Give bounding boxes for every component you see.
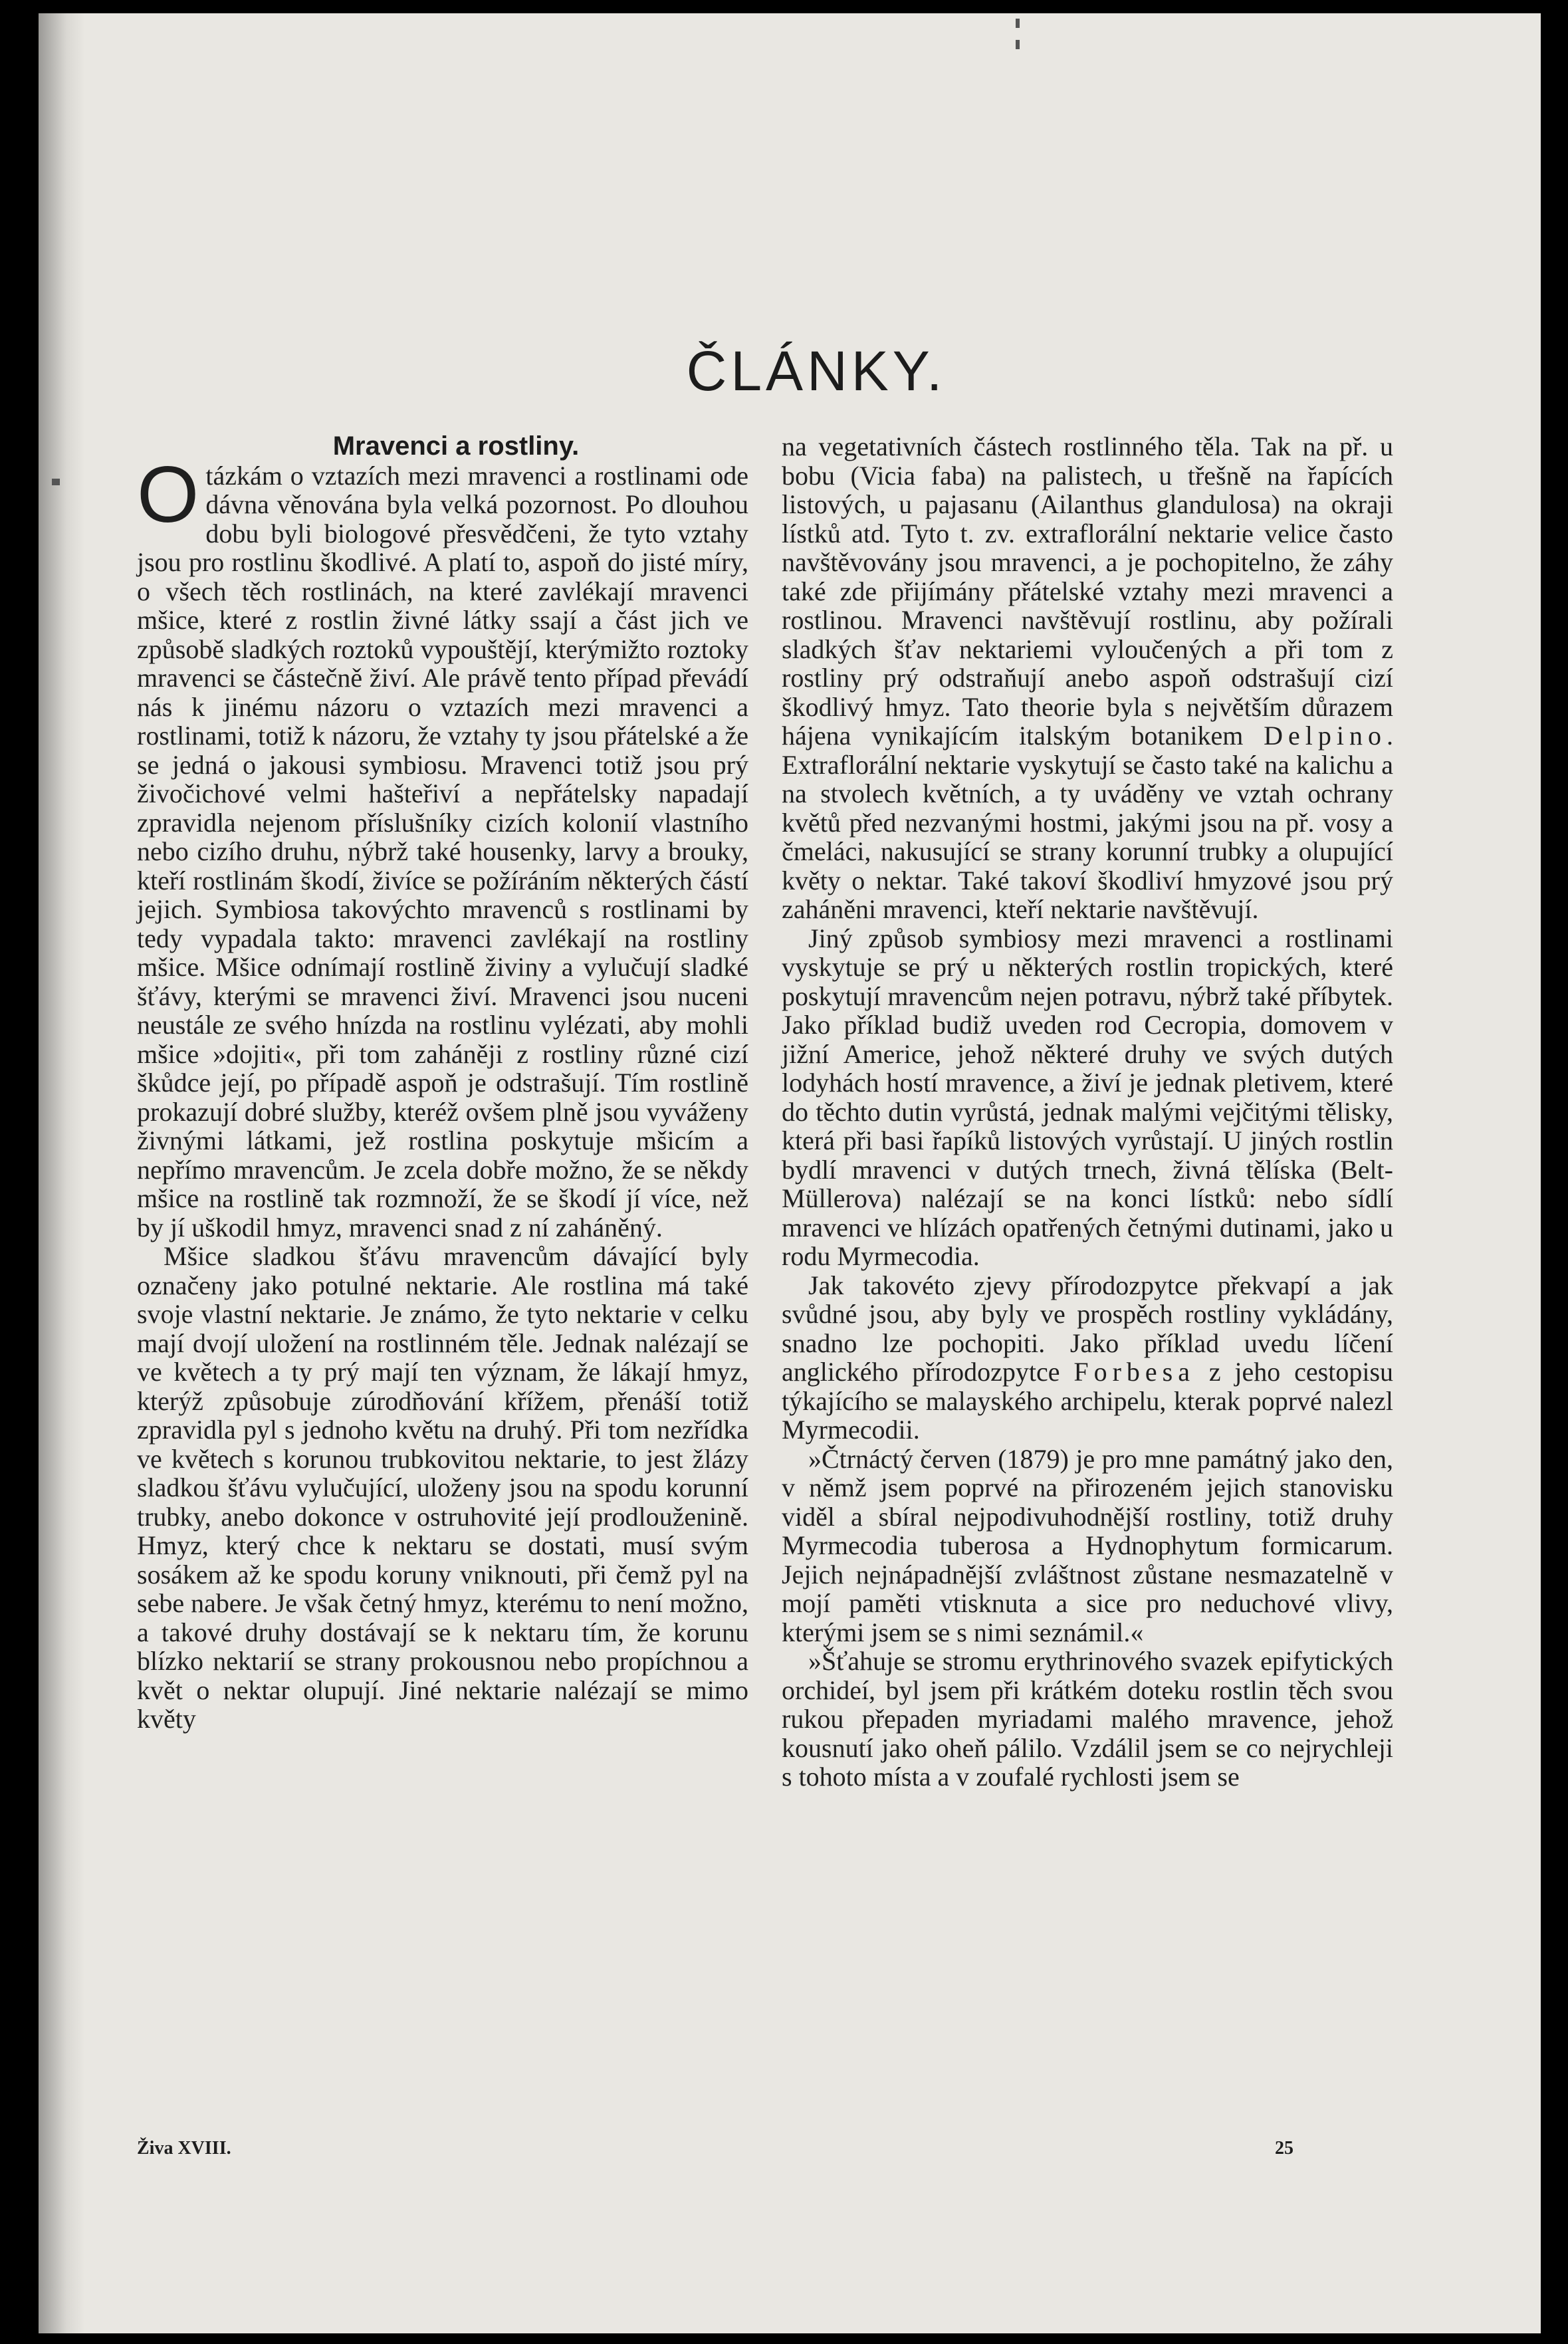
paragraph-5-text: Jak takovéto zjevy přírodozpytce překvapí a jak svůdné jsou, aby byly ve prospěch rostliny vykládány, snadno lze pochopiti. Jako příklad uvedu líčení anglického přírodozpytce bbox=[782, 1270, 1393, 1387]
paragraph-7: »Šťahuje se stromu erythrinového svazek epifytických orchideí, byl jsem při krátkém doteku rostlin těch svou rukou přepaden myriadami malého mravence, jehož kousnutí jako oheň pálilo. Vzdálil jsem se co nejrychleji s tohoto místa a v zoufalé rychlosti jsem se bbox=[782, 1646, 1393, 1792]
author-name-delpino: Delpino bbox=[1264, 721, 1387, 751]
paragraph-4: Jiný způsob symbiosy mezi mravenci a rostlinami vyskytuje se prý u některých rostlin tropických, které poskytují mravencům nejen potravu, nýbrž také příbytek. Jako příklad budiž uveden rod Cecropia, domovem v jižní Americe, jehož některé druhy ve svých dutých lodyhách hostí mravence, a živí je jednak pletivem, které do těchto dutin vyrůstá, jednak malými vejčitými tělisky, která při basi řapíků listových vyrůstají. U jiných rostlin bydlí mravenci v dutých trnech, živná tělíska (Belt-Müllerova) nalézají se na konci lístků: nebo sídlí mravenci ve hlízách opatřených četnými dutinami, jako u rodu Myrmecodia. bbox=[782, 923, 1393, 1271]
paragraph-1-text: tázkám o vztazích mezi mravenci a rostlinami ode dávna věnována byla velká pozornost. Po dlouhou dobu byli biologové přesvědčeni, že tyto vztahy jsou pro rostlinu škodlivé. A platí to, aspoň do jisté míry, o všech těch rostlinách, na které zavlékají mravenci mšice, které z rostlin živné látky ssají a část jich ve způsobě sladkých roztoků vypouštějí, kterýmižto roztoky mravenci se částečně živí. Ale právě tento případ převádí nás k jinému názoru o vztazích mezi mravenci a rostlinami, totiž k názoru, že vztahy ty jsou přátelské a že se jedná o jakousi symbiosu. Mravenci totiž jsou prý živočichové velmi hašteřiví a nepřátelsky napadají zpravidla nejenom příslušníky cizích kolonií vlastního nebo cizího druhu, nýbrž také housenky, larvy a brouky, kteří rostlinám škodí, živíce se požíráním některých částí jejich. Symbiosa takovýchto mravenců s rostlinami by tedy vypadala takto: mravenci zavlékají na rostliny mšice. Mšice odnímají rostlině živiny a vylučují sladké šťávy, kterými se mravenci živí. Mravenci jsou nuceni neustále ze svého hnízda na rostlinu vylézati, aby mohli mšice »dojiti«, při tom zaháněji z rostliny různé cizí škůdce její, po případě aspoň je odstrašují. Tím rostlině prokazují dobré služby, kteréž ovšem plně jsou vyváženy živnými látkami, jež rostlina poskytuje mšicím a nepřímo mravencům. Je zcela dobře možno, že se někdy mšice na rostlině tak rozmnoží, že se škodí jí více, než by jí uškodil hmyz, mravenci snad z ní zaháněný. bbox=[137, 460, 748, 1242]
section-heading: ČLÁNKY. bbox=[686, 340, 947, 402]
article-title: Mravenci a rostliny. bbox=[332, 431, 580, 461]
paragraph-2: Mšice sladkou šťávu mravencům dávající byly označeny jako potulné nektarie. Ale rostlina má také svoje vlastní nektarie. Je známo, že tyto nektarie v celku mají dvojí uložení na rostlinném těle. Jednak nalézají se ve květech a ty prý mají ten význam, že lákají hmyz, kterýž způsobuje zúrodňování křížem, přenáší totiž zpravidla pyl s jednoho květu na druhý. Při tom nezřídka ve květech s korunou trubkovitou nektarie, to jest žlázy sladkou šťávu vylučující, uloženy jsou na spodu korunní trubky, anebo dokonce v ostruhovité její prodlouženině. Hmyz, který chce k nektaru se dostati, musí svým sosákem až ke spodu koruny vniknouti, při čemž pyl na sebe nabere. Je však četný hmyz, kterému to není možno, a takové druhy dostávají se k nektaru tím, že korunu blízko nektarií se strany prokousnou nebo propíchnou a květ o nektar olupují. Jiné nektarie nalézají se mimo květy bbox=[137, 1241, 748, 1734]
right-column bbox=[782, 432, 1393, 1792]
page bbox=[39, 13, 1541, 2333]
paragraph-5 bbox=[782, 1271, 1393, 1445]
paragraph-5-end: z jeho cestopisu týkajícího se malayského archipelu, kterak poprvé nalezl Myrmecodii. bbox=[782, 1357, 1394, 1445]
paragraph-6: »Čtrnáctý červen (1879) je pro mne památný jako den, v němž jsem poprvé na přirozeném jejich stanovisku viděl a sbíral nejpodivuhodnější rostliny, totiž druhy Myrmecodia tuberosa a Hydnophytum formicarum. Jejich nejnápadnější zvláštnost zůstane nesmazatelně v mojí paměti vtisknuta a sice pro neduchové vlivy, kterými jsem se s nimi seznámil.« bbox=[782, 1443, 1393, 1647]
paragraph-3-end: . Extraflorální nektarie vyskytují se často také na kalichu a na stvolech květních, a ty uváděny ve vztah ochrany květů před nezvanými hostmi, jakými jsou na př. vosy a čmeláci, nakusující se strany korunní trubky a olupující květy o nektar. Také takoví škodliví hmyzové jsou prý zaháněni mravenci, kteří nektarie navštěvují. bbox=[782, 721, 1393, 924]
footer-journal: Živa XVIII. bbox=[137, 2138, 231, 2159]
paragraph-3 bbox=[782, 432, 1393, 924]
page-number: 25 bbox=[1275, 2138, 1293, 2159]
paragraph-1 bbox=[137, 449, 748, 1242]
scan-mark bbox=[52, 479, 60, 485]
scan-mark bbox=[1016, 40, 1020, 49]
scan-mark bbox=[1016, 19, 1020, 28]
drop-cap: O bbox=[137, 449, 199, 539]
left-column bbox=[137, 432, 748, 1734]
paragraph-3-text: na vegetativních částech rostlinného těla. Tak na př. u bobu (Vicia faba) na palistech, u třešně na řapících listových, u pajasanu (Ailanthus glandulosa) na okraji lístků atd. Tyto t. zv. extraflorální nektarie velice často navštěvovány jsou mravenci, a je pochopitelno, že záhy také zde přijímány přátelské vztahy mezi mravenci a rostlinou. Mravenci navštěvují rostlinu, aby požírali sladkých šťav nektariemi vyloučených a při tom z rostliny prý odstraňují anebo aspoň odstrašují cizí škodlivý hmyz. Tato theorie byla s největším důrazem hájena vynikajícím italským botanikem bbox=[782, 431, 1393, 751]
author-name-forbes: Forbesa bbox=[1073, 1357, 1195, 1387]
